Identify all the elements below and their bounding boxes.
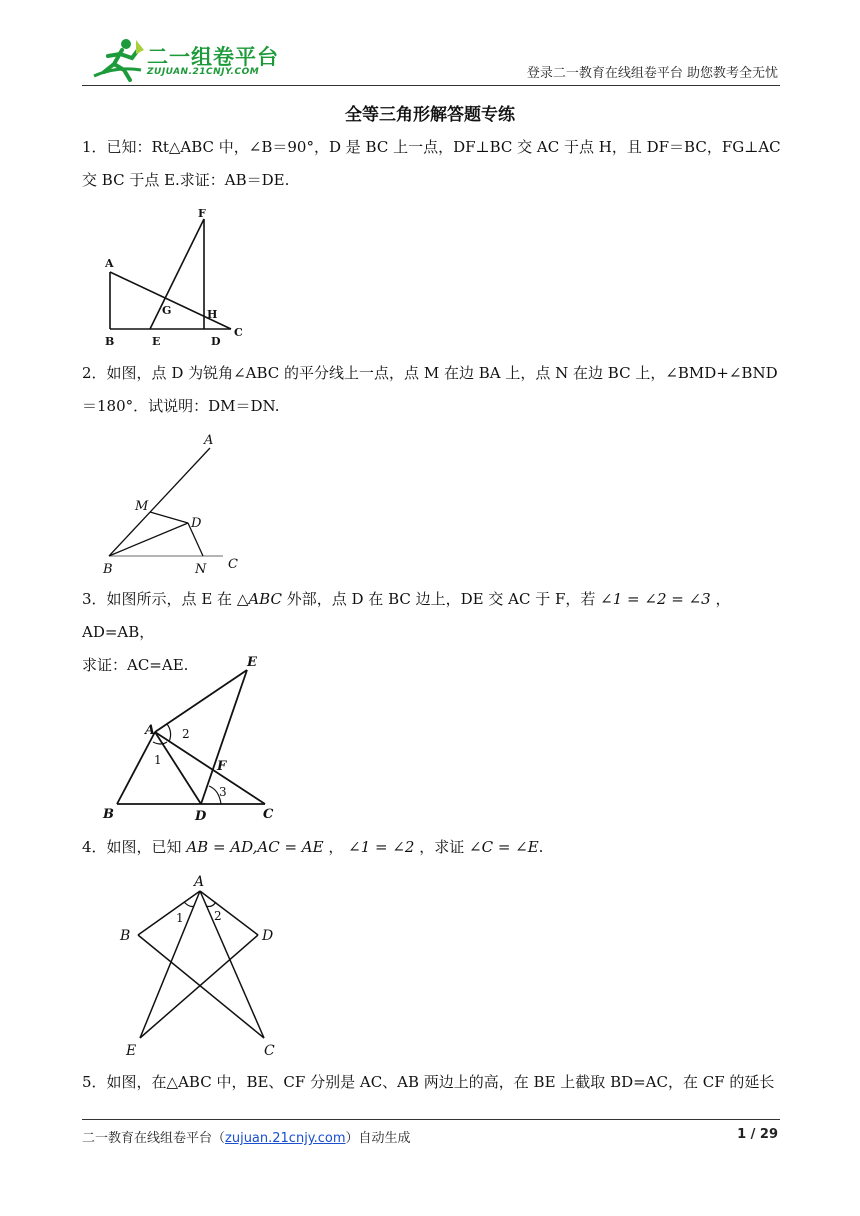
question-text: 如图，在△ABC 中，BE、CF 分别是 AC、AB 两边上的高，在 BE 上截取 BD=AC，在 CF 的延长 — [106, 1073, 775, 1091]
label-g: G — [162, 304, 172, 317]
math-angles-equal: ∠1 = ∠2 = ∠3 — [600, 590, 711, 608]
label-d: D — [195, 809, 207, 824]
question-text: 如图，点 D 为锐角∠ABC 的平分线上一点，点 M 在边 BA 上，点 N 在边 BC 上，∠BMD+∠BND — [106, 364, 778, 382]
question-number: 5． — [82, 1073, 107, 1091]
footer-link[interactable]: zujuan.21cnjy.com — [225, 1131, 346, 1146]
question-2 — [82, 357, 782, 423]
label-d: D — [262, 928, 274, 944]
question-text: 如图所示，点 E 在 — [106, 590, 237, 608]
question-number: 3． — [82, 590, 107, 608]
question-number: 1． — [82, 138, 107, 156]
figure-q2 — [95, 430, 255, 578]
question-text-cont: 交 BC 于点 E.求证：AB＝DE. — [82, 171, 290, 189]
question-text: ，AD=AB， — [82, 590, 731, 641]
label-n: N — [195, 562, 207, 577]
question-text: ，求证 — [414, 838, 469, 856]
footer-divider — [82, 1119, 780, 1120]
label-a: A — [145, 723, 156, 738]
label-c: C — [234, 326, 243, 339]
label-e: E — [247, 655, 257, 670]
logo-text: 二一组卷平台 — [147, 45, 279, 69]
label-c: C — [263, 807, 274, 822]
label-c: C — [264, 1043, 275, 1059]
question-text: 如图，已知 — [106, 838, 187, 856]
label-a: A — [204, 433, 214, 448]
label-angle-1: 1 — [176, 911, 184, 925]
math-given-equal-sides: AB = AD,AC = AE — [186, 838, 324, 856]
footer-source — [82, 1127, 411, 1146]
label-c: C — [228, 557, 238, 572]
label-angle-2: 2 — [214, 909, 222, 923]
label-b: B — [103, 807, 114, 822]
question-text: ， — [323, 838, 349, 856]
label-b: B — [120, 928, 131, 944]
page-number: 1 / 29 — [737, 1127, 778, 1142]
header-slogan: 登录二一教育在线组卷平台 助您教考全无忧 — [526, 66, 778, 81]
label-f: F — [217, 759, 227, 774]
label-b: B — [103, 562, 113, 577]
question-number: 2． — [82, 364, 107, 382]
question-4 — [82, 831, 782, 864]
math-prove-angles: ∠C = ∠E — [469, 838, 539, 856]
logo-url-text: ZUJUAN.21CNJY.COM — [147, 67, 260, 77]
footer-text: ）自动生成 — [345, 1131, 411, 1146]
label-d: D — [191, 516, 202, 531]
label-h: H — [207, 308, 218, 321]
question-text-cont: 求证：AC=AE. — [82, 656, 189, 674]
label-a: A — [194, 874, 205, 890]
label-angle-2: 2 — [182, 727, 190, 741]
label-e: E — [126, 1043, 137, 1059]
question-text-cont: ＝180°．试说明：DM＝DN. — [82, 397, 280, 415]
figure-q3 — [95, 652, 295, 827]
label-e: E — [152, 335, 161, 348]
header-divider — [82, 85, 780, 86]
question-text: . — [538, 838, 544, 856]
question-5 — [82, 1066, 782, 1099]
footer-text: 二一教育在线组卷平台（ — [82, 1131, 226, 1146]
label-angle-1: 1 — [154, 753, 162, 767]
question-1 — [82, 131, 782, 197]
figure-q1 — [95, 205, 255, 350]
math-given-equal-angles: ∠1 = ∠2 — [348, 838, 415, 856]
label-angle-3: 3 — [219, 785, 227, 799]
label-d: D — [211, 335, 221, 348]
label-f: F — [198, 207, 206, 220]
label-m: M — [135, 499, 149, 514]
figure-q4 — [110, 868, 290, 1063]
question-text: 外部，点 D 在 BC 边上，DE 交 AC 于 F，若 — [281, 590, 601, 608]
label-b: B — [105, 335, 115, 348]
question-number: 4． — [82, 838, 107, 856]
question-text: 已知：Rt△ABC 中，∠B＝90°，D 是 BC 上一点，DF⊥BC 交 AC 于点 H，且 DF＝BC，FG⊥AC — [106, 138, 781, 156]
math-triangle-abc: △ABC — [236, 590, 282, 608]
page-title: 全等三角形解答题专练 — [345, 105, 515, 125]
label-a: A — [105, 257, 114, 270]
